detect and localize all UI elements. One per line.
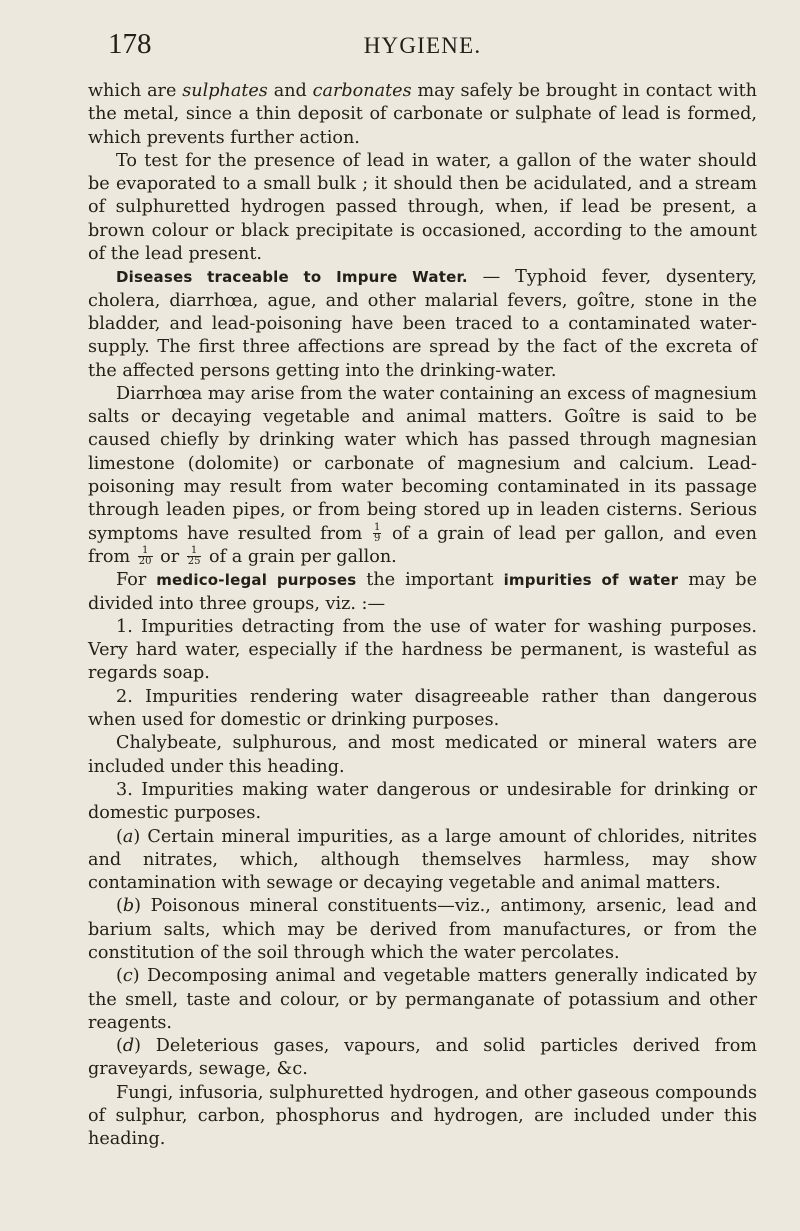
- text-run: Certain mineral impurities, as a large amount of chlorides, nitrites and nitrates, which, although themselves harmless, may show contamination with sewage or decaying vegetable and animal matters.: [88, 826, 757, 894]
- fraction-denominator: 25: [187, 556, 201, 568]
- bold-term: medico-legal purposes: [156, 571, 357, 590]
- text-run: which are: [88, 81, 183, 101]
- paragraph-fungi: Fungi, infusoria, sulphuretted hydrogen, and other gaseous compounds of sulphur, carbon, phosphorus and hydrogen, are included under this heading.: [88, 1082, 757, 1150]
- paragraph-chalybeate: Chalybeate, sulphurous, and most medicated or mineral waters are included under this heading.: [88, 733, 757, 777]
- sub-item-letter: b: [122, 896, 135, 917]
- italic-term: carbonates: [312, 81, 412, 101]
- text-run: may safely be brought in contact with the metal, since a thin deposit of carbonate or sulphate of lead is formed, which prevents further action.: [88, 81, 757, 148]
- sub-item-letter: c: [122, 966, 133, 987]
- text-run: or: [154, 546, 185, 567]
- fraction-denominator: 9: [373, 533, 381, 545]
- paren: ): [133, 826, 141, 847]
- text-run: of a grain per gallon.: [203, 546, 397, 567]
- text-run: — Typhoid fever, dysentery, cholera, diarrhœa, ague, and other malarial fevers, goître, stone in the bladder, and lead-poisoning have been traced to a contaminated water-supply. The first three affections are spread by the fact of the excreta of the affected persons getting into the drinking-water.: [88, 267, 757, 381]
- text-run: of a grain of lead per gallon, and even from: [88, 523, 757, 567]
- paren: (: [116, 896, 123, 917]
- sub-item-c: [88, 965, 757, 1035]
- sub-item-d: [88, 1035, 757, 1082]
- text-run: Decomposing animal and vegetable matters generally indicated by the smell, taste and colour, or by permanganate of potassium and other reagents.: [88, 966, 757, 1033]
- paragraph-diarrhoea: [88, 383, 757, 569]
- text-run: Deleterious gases, vapours, and solid particles derived from graveyards, sewage, &c.: [88, 1036, 757, 1080]
- text-run: Poisonous mineral constituents—viz., antimony, arsenic, lead and barium salts, which may be derived from manufactures, or from the constitution of the soil through which the water percolates.: [88, 896, 757, 963]
- body-text: [88, 80, 757, 1152]
- paren: ): [134, 896, 142, 917]
- sub-item-b: [88, 895, 757, 965]
- text-run: and: [267, 81, 313, 101]
- text-run: Diarrhœa may arise from the water containing an excess of magnesium salts or decaying vegetable and animal matters. Goître is said to be caused chiefly by drinking water which has passed through magnesian limestone (dolomite) or carbonate of magnesium and calcium. Lead-poisoning may result from water becoming contaminated in its passage through leaden pipes, or from being stored up in leaden cisterns. Serious symptoms have resulted from: [88, 383, 757, 544]
- paragraph-lead-test: To test for the presence of lead in water, a gallon of the water should be evaporated to a small bulk ; it should then be acidulated, and a stream of sulphuretted hydrogen passed through, when, if lead be present, a brown colour or black precipitate is occasioned, according to the amount of the lead present.: [88, 150, 757, 265]
- fraction-numerator: 1: [187, 546, 202, 557]
- paren: ): [132, 966, 140, 987]
- text-run: may be divided into three groups, viz. :—: [88, 570, 757, 614]
- text-run: For: [116, 570, 157, 591]
- fraction-numerator: 1: [138, 546, 153, 557]
- running-head: [88, 22, 757, 66]
- list-item-1: 1. Impurities detracting from the use of water for washing purposes. Very hard water, especially if the hardness be permanent, is wasteful as regards soap.: [88, 616, 757, 684]
- paren: (: [116, 966, 123, 987]
- paragraph-medico-legal: [88, 569, 757, 616]
- paren: (: [116, 826, 123, 847]
- page-number: 178: [108, 28, 152, 60]
- bold-term: impurities of water: [503, 571, 679, 590]
- paragraph-diseases: [88, 266, 757, 382]
- sub-item-letter: d: [122, 1036, 135, 1057]
- paren: (: [116, 1036, 123, 1057]
- sub-item-a: [88, 826, 757, 896]
- text-run: the important: [356, 570, 504, 591]
- paren: ): [134, 1036, 142, 1057]
- fraction-numerator: 1: [373, 522, 381, 534]
- fraction-denominator: 20: [138, 556, 152, 568]
- list-item-3: 3. Impurities making water dangerous or undesirable for drinking or domestic purposes.: [88, 779, 757, 824]
- sub-item-letter: a: [122, 826, 134, 847]
- italic-term: sulphates: [182, 81, 268, 101]
- fraction: [373, 523, 381, 544]
- paragraph-continuation: [88, 80, 757, 150]
- list-item-2: 2. Impurities rendering water disagreeable rather than dangerous when used for domestic or drinking purposes.: [88, 686, 757, 731]
- running-title: HYGIENE.: [363, 33, 482, 58]
- run-in-heading: Diseases traceable to Impure Water.: [116, 268, 468, 287]
- fraction: [187, 546, 202, 567]
- fraction: [138, 546, 153, 567]
